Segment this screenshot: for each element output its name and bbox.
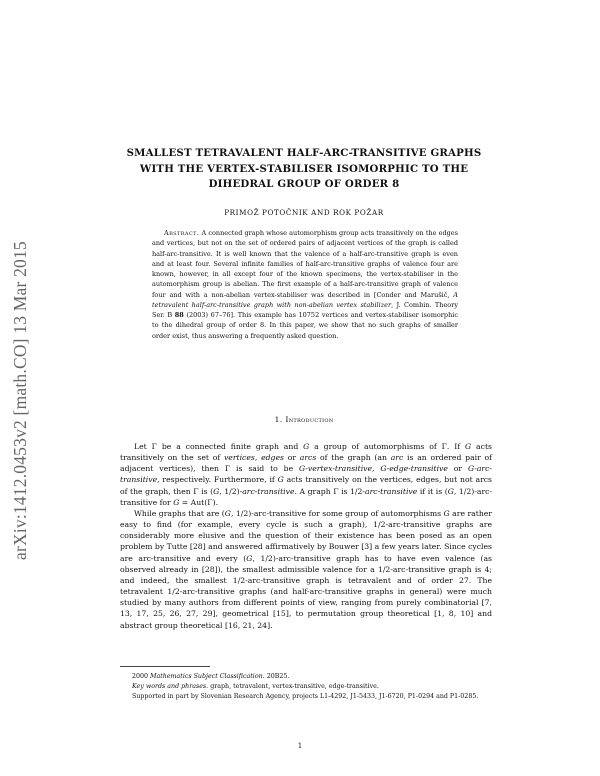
authors: PRIMOŽ POTOČNIK AND ROK POŽAR [224, 208, 384, 217]
section-heading: 1. Introduction [274, 415, 334, 424]
paragraph-2: While graphs that are (G, 1/2)-arc-transitive for some group of automorphisms G are rather easy to find (for example, every cycle is such a graph), 1/2-arc-transitive graphs are considerably more elusive and the question of their existence has been posed as an open problem by Tutte [28] and answered affirmatively by Bouwer [3] a few years later. Since cycles are arc-transitive and every (G, 1/2)-arc-transitive graph has to have even valence (as observed already in [28]), the smallest admissible valence for a 1/2-arc-transitive graph is 4; and indeed, the smallest 1/2-arc-transitive graph is tetravalent and of order 27. The tetravalent 1/2-arc-transitive graphs (and half-arc-transitive graphs in general) were much studied by many authors from different points of view, ranging from purely combinatorial [7, 13, 17, 25, 26, 27, 29], geometrical [15], to permutation group theoretical [1, 8, 10] and abstract group theoretical [16, 21, 24]. [120, 508, 493, 630]
abstract: Abstract. A connected graph whose automorphism group acts transitively on the edges and vertices, but not on the set of ordered pairs of adjacent vertices of the graph is called half-arc-transitive. It is well known that the valence of a half-arc-transitive graph is even and at least four. Several infinite families of half-arc-transitive graphs of valence four are known, however, in all except four of the known specimens, the vertex-stabiliser in the automorphism group is abelian. The first example of a half-arc-transitive graph of valence four and with a non-abelian vertex-stabiliser was described in [Conder and Marušič, A tetravalent half-arc-transitive graph with non-abelian vertex stabilizer, J. Combin. Theory Ser. B 88 (2003) 67–76]. This example has 10752 vertices and vertex-stabiliser isomorphic to the dihedral group of order 8. In this paper, we show that no such graphs of smaller order exist, thus answering a frequently asked question. [152, 229, 458, 340]
paragraph-1: Let Γ be a connected finite graph and G a group of automorphisms of Γ. If G acts transitively on the set of vertices, edges or arcs of the graph (an arc is an ordered pair of adjacent vertices), then Γ is said to be G-vertex-transitive, G-edge-transitive or G-arc-transitive, respectively. Furthermore, if G acts transitively on the vertices, edges, but not arcs of the graph, then Γ is (G, 1/2)-arc-transitive. A graph Γ is 1/2-arc-transitive if it is (G, 1/2)-arc-transitive for G = Aut(Γ). [120, 442, 493, 507]
abstract-label: Abstract. [164, 229, 200, 237]
arxiv-identifier: arXiv:1412.0453v2 [math.CO] 13 Mar 2015 [10, 241, 30, 560]
page-number: 1 [297, 742, 303, 750]
footnote-msc: 2000 Mathematics Subject Classification. 20B25. [132, 673, 290, 680]
footnotes [120, 672, 492, 702]
introduction-body [120, 441, 492, 631]
footnote-support: Supported in part by Slovenian Research Agency, projects L1-4292, J1-5433, J1-6720, P1-0294 and P1-0285. [132, 693, 479, 701]
footnote-rule [120, 666, 210, 667]
footnote-keywords: Key words and phrases. graph, tetravalent, vertex-transitive, edge-transitive. [132, 683, 379, 691]
paper-title: SMALLEST TETRAVALENT HALF-ARC-TRANSITIVE GRAPHS WITH THE VERTEX-STABILISER ISOMORPHIC TO THE DIHEDRAL GROUP OF ORDER 8 [126, 147, 482, 190]
